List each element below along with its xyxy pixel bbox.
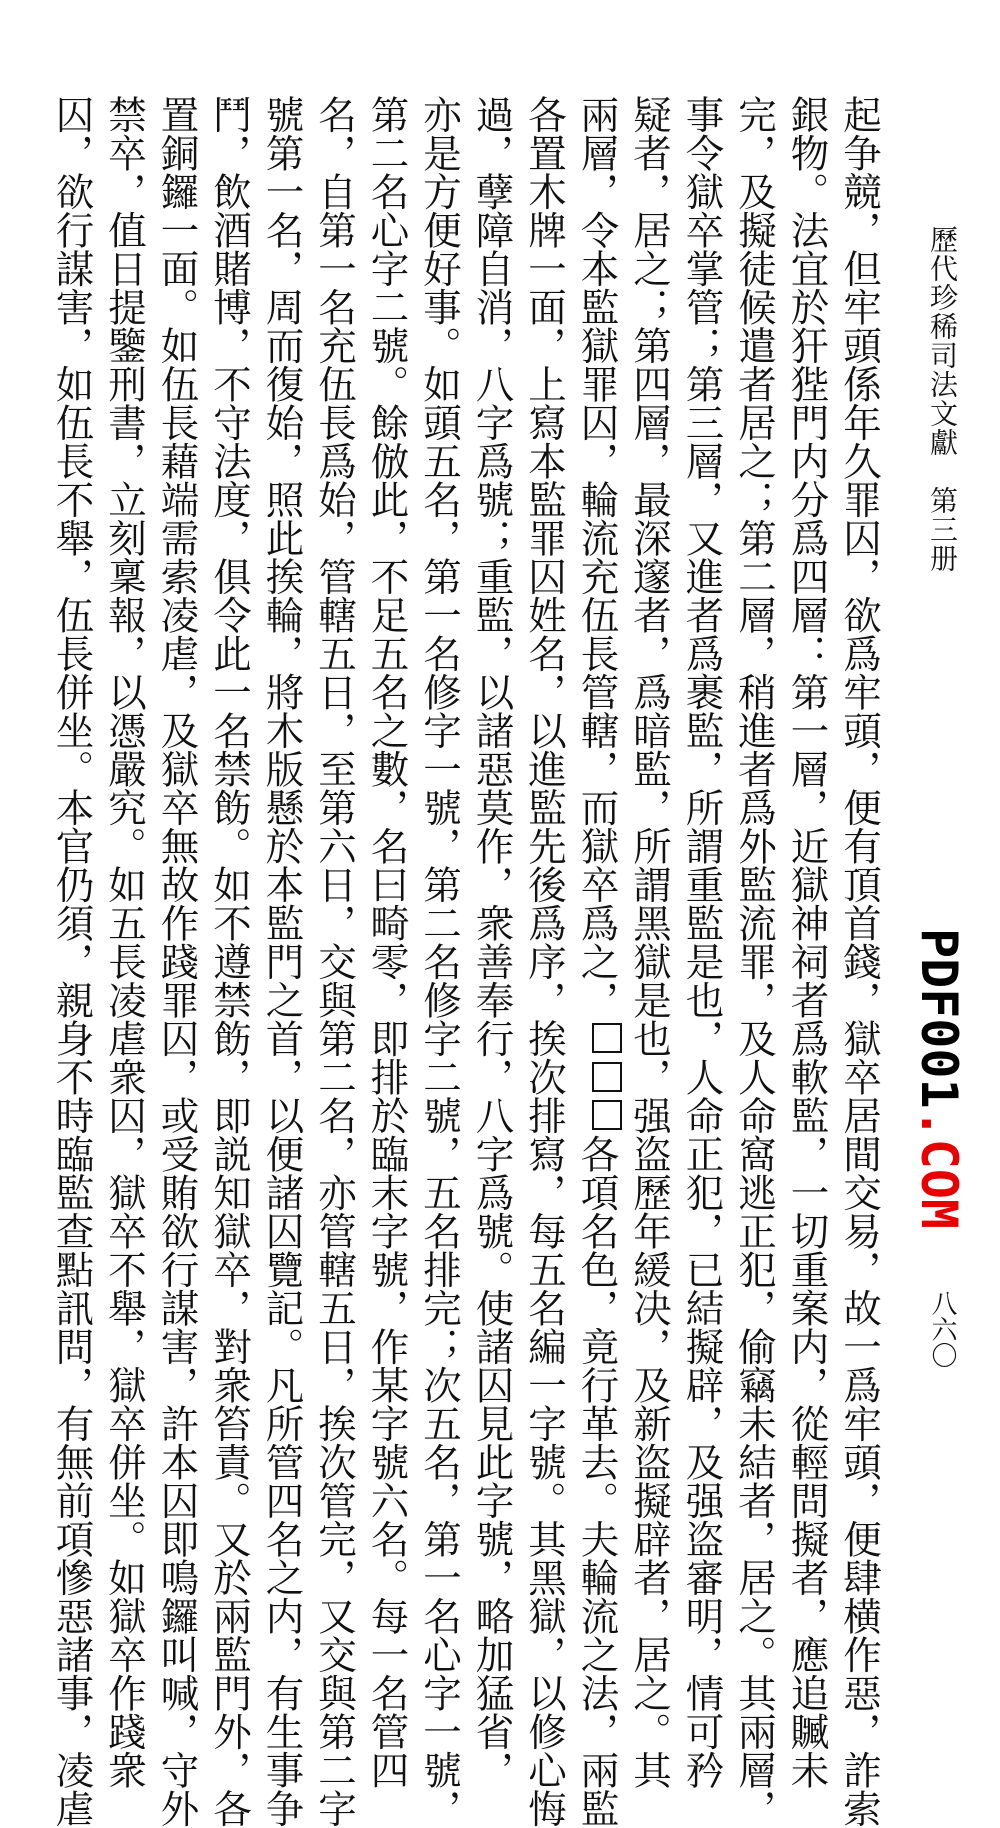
text-column: 第二名心字二號。餘倣此，不足五名之數，名曰畸零，即排於臨末字號，作某字號六名。每一名管四 — [364, 95, 410, 1789]
text-column: 起争競，但牢頭係年久罪囚，欲爲牢頭，便有頂首錢，獄卒居間交易，故一爲牢頭，便肆横作惡，詐索 — [837, 95, 882, 1828]
column-text-before-gap: 兩層，令本監獄罪囚，輪流充伍長管轄，而獄卒爲之， — [574, 95, 620, 1019]
text-column: 禁卒，值日提鑒刑書，立刻稟報，以憑嚴究。如五長凌虐衆囚，獄卒不舉，獄卒併坐。如獄卒作踐衆 — [102, 95, 147, 1789]
watermark-com: .COM — [910, 1108, 968, 1230]
text-column: 亦是方便好事。如頭五名，第一名修字一號，第二名修字二號，五名排完；次五名，第一名心字一號， — [417, 95, 462, 1828]
text-column: 名，自第一名充伍長爲始，管轄五日，至第六日，交與第二名，亦管轄五日，挨次管完，又交與第二字 — [312, 95, 357, 1828]
body-text — [49, 95, 885, 1828]
column-text-after-gap: 各項名色，竟行革去。夫輪流之法，兩監 — [574, 1134, 620, 1828]
text-column: 各置木牌一面，上寫本監罪囚姓名，以進監先後爲序，挨次排寫，每五名編一字號。其黑獄，以修心悔 — [522, 95, 567, 1828]
missing-char-box — [592, 1023, 622, 1053]
watermark-logo — [905, 928, 973, 1230]
missing-char-box — [592, 1100, 622, 1130]
page-number: 八六〇 — [927, 1290, 957, 1368]
volume-label: 第三册 — [926, 486, 959, 573]
text-column: 完，及擬徒候遣者居之；第二層，稍進者爲外監流罪，及人命窩逃正犯，偷竊未結者，居之。其兩層， — [732, 95, 777, 1828]
text-column: 疑者，居之；第四層，最深邃者，爲暗監，所謂黑獄是也，强盗歷年緩决，及新盗擬辟者，居之。其 — [627, 95, 672, 1789]
text-column: 鬥，飲酒賭博，不守法度，俱令此一名禁飭。如不遵禁飭，即説知獄卒，對衆笞責。又於兩監門外，各 — [207, 95, 252, 1828]
text-column: 置銅鑼一面。如伍長藉端需索凌虐，及獄卒無故作踐罪囚，或受賄欲行謀害，許本囚即鳴鑼叫喊，守外 — [154, 95, 200, 1828]
missing-char-box — [592, 1062, 622, 1092]
text-column: 號第一名，周而復始，照此挨輪，將木版懸於本監門之首，以便諸囚覽記。凡所管四名之内，有生事争 — [259, 95, 305, 1828]
text-column: 囚，欲行謀害，如伍長不舉，伍長併坐。本官仍須，親身不時臨監查點訊問，有無前項慘惡諸事，凌虐 — [49, 95, 95, 1828]
text-column: 銀物。法宜於犴狴門内分爲四層：第一層，近獄神祠者爲軟監，一切重案内，從輕問擬者，應追贓未 — [784, 95, 830, 1789]
text-column: 過，孽障自消，八字爲號；重監，以諸惡莫作，衆善奉行，八字爲號。使諸囚見此字號，略加猛省， — [469, 95, 515, 1789]
header-spacer — [926, 457, 959, 486]
text-column: 事令獄卒掌管；第三層，又進者爲裹監，所謂重監是也，人命正犯，已結擬辟，及强盗審明，情可矜 — [679, 95, 725, 1789]
watermark-pdf001: PDF001 — [910, 928, 968, 1109]
book-title: 歷代珍稀司法文獻 — [926, 225, 959, 457]
running-header — [912, 225, 962, 573]
text-column — [570, 95, 623, 1828]
